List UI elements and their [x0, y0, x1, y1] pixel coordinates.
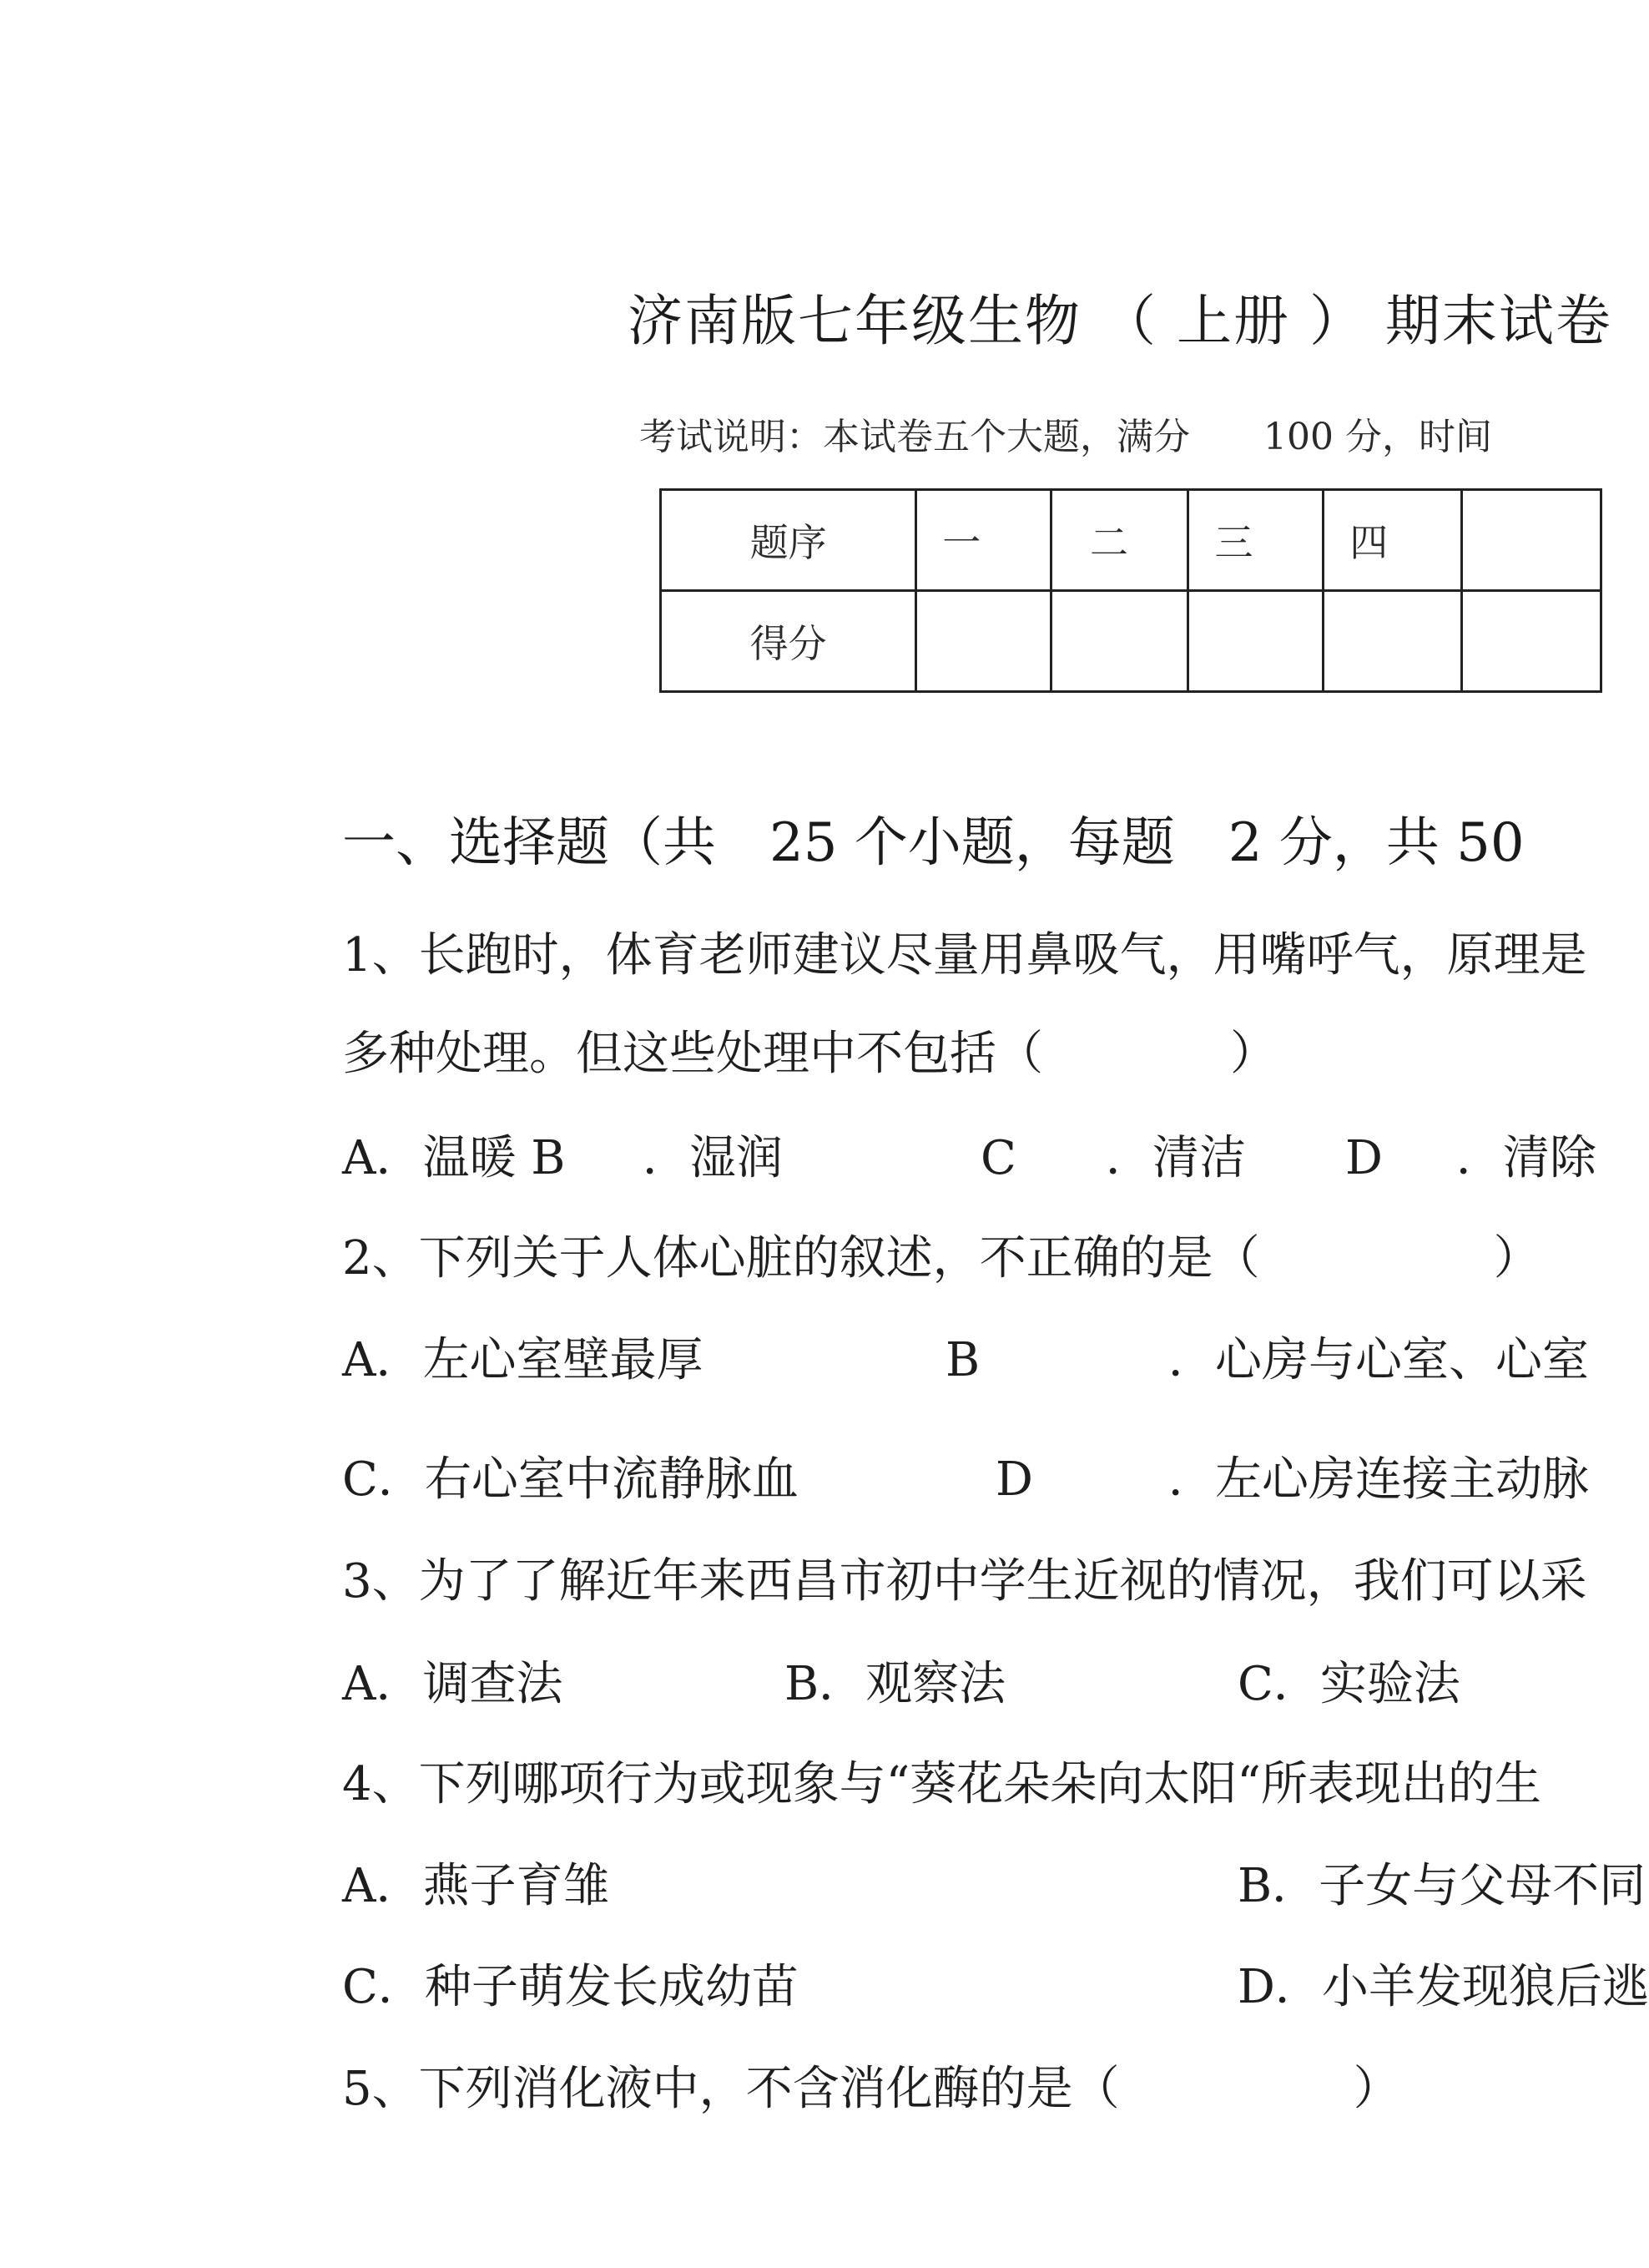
- question-3-option-a: A．调查法: [342, 1657, 563, 1711]
- column-header-3: 三: [1188, 490, 1324, 591]
- question-1-line-1: 1、长跑时，体育老师建议尽量用鼻吸气，用嘴呼气，原理是: [342, 928, 1587, 982]
- question-3-option-b: B．观察法: [784, 1657, 1006, 1711]
- question-2-option-b-letter: B: [946, 1333, 981, 1387]
- question-1-option-c-letter: C: [981, 1131, 1016, 1185]
- question-2-option-a: A．左心室壁最厚: [342, 1333, 703, 1387]
- score-cell: [1324, 591, 1462, 692]
- question-1-option-a: A．温暖 B: [342, 1131, 566, 1185]
- question-1-option-d-text: ．清除: [1456, 1131, 1596, 1185]
- question-2-option-d-letter: D: [996, 1452, 1033, 1507]
- question-1-option-b-text: ．湿润: [643, 1131, 783, 1185]
- question-4-option-b: B．子女与父母不同: [1238, 1859, 1646, 1913]
- question-2: 2、下列关于人体心脏的叙述，不正确的是（ ）: [342, 1231, 1541, 1286]
- question-1-line-2: 多种处理。但这些处理中不包括（ ）: [342, 1027, 1277, 1081]
- question-2-option-b-text: ．心房与心室、心室: [1168, 1333, 1589, 1387]
- section-title: 一、选择题（共 25 个小题，每题 2 分，共 50: [342, 812, 1525, 874]
- column-header-2: 二: [1051, 490, 1188, 591]
- row-header-score: 得分: [661, 591, 916, 692]
- question-5: 5、下列消化液中，不含消化酶的是（ ）: [342, 2062, 1400, 2116]
- column-header-4: 四: [1324, 490, 1462, 591]
- question-4-option-d: D．小羊发现狼后逃: [1238, 1960, 1649, 2014]
- score-cell: [1462, 591, 1601, 692]
- score-cell: [916, 591, 1051, 692]
- table-row: [661, 490, 1601, 591]
- question-3: 3、为了了解近年来西昌市初中学生近视的情况，我们可以采: [342, 1554, 1587, 1609]
- exam-title: 济南版七年级生物 （ 上册 ） 期末试卷: [628, 289, 1612, 353]
- question-3-option-c: C．实验法: [1238, 1657, 1460, 1711]
- question-1-option-c-text: ．清洁: [1106, 1131, 1246, 1185]
- question-2-option-c: C．右心室中流静脉血: [342, 1452, 799, 1507]
- row-header-order: 题序: [661, 490, 916, 591]
- question-2-option-d-text: ．左心房连接主动脉: [1168, 1452, 1589, 1507]
- exam-instructions: 考试说明：本试卷五个大题，满分 100 分，时间: [639, 416, 1492, 458]
- question-1-option-d-letter: D: [1345, 1131, 1383, 1185]
- score-cell: [1051, 591, 1188, 692]
- table-row: [661, 591, 1601, 692]
- column-header-5: [1462, 490, 1601, 591]
- score-table: [659, 488, 1602, 693]
- question-4-option-a: A．燕子育雏: [342, 1859, 610, 1913]
- question-4: 4、下列哪项行为或现象与“葵花朵朵向太阳“所表现出的生: [342, 1757, 1541, 1811]
- score-cell: [1188, 591, 1324, 692]
- question-4-option-c: C．种子萌发长成幼苗: [342, 1960, 799, 2014]
- column-header-1: 一: [916, 490, 1051, 591]
